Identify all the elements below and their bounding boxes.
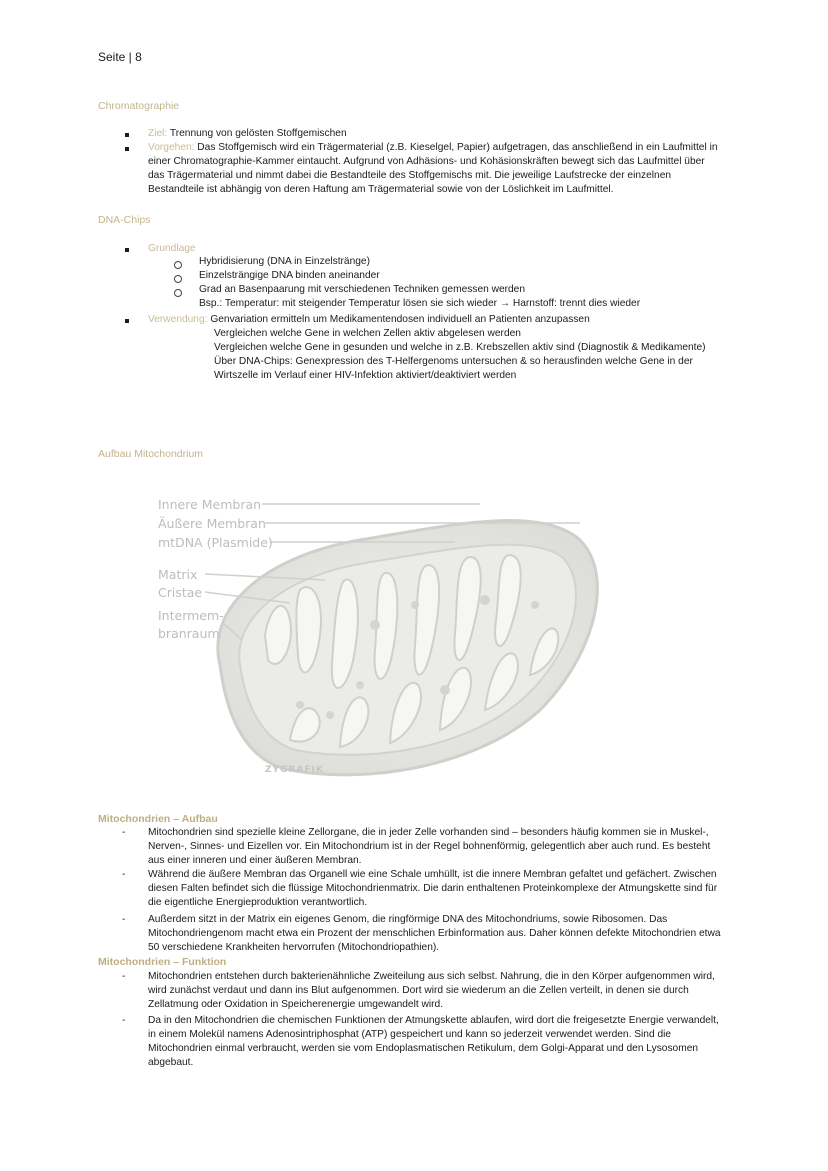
aufbau-1-line-3: aus einer inneren und einer äußeren Membran. [148,855,362,866]
aufbau-3-line-1: Außerdem sitzt in der Matrix ein eigenes Genom, die ringförmige DNA des Mitochondriums, sowie Ribosomen. Das [148,914,668,925]
aufbau-2-line-2: diesen Falten befindet sich die flüssige Mitochondrienmatrix. Die darin enthaltenen Proteinkomplexe der Atmungskette sind für [148,883,718,894]
vorgehen-line-2: einer Chromatographie-Kammer eintaucht. Aufgrund von Adhäsions- und Kohäsionskräften bewegt sich das Laufmittel über [148,156,705,167]
dash-bullet: - [122,827,126,838]
ziel-item [148,127,347,141]
verwendung-line-5: Wirtszelle im Verlauf einer HIV-Infektion aktiviert/deaktiviert werden [214,370,517,381]
bullet-circle [174,261,182,269]
dash-bullet: - [122,1015,126,1026]
verwendung-line-4: Über DNA-Chips: Genexpression des T-Helfergenoms untersuchen & so herausfinden welche Gene in der [214,356,693,367]
bullet-circle [174,275,182,283]
verwendung-line-3: Vergleichen welche Gene in gesunden und welche in z.B. Krebszellen aktiv sind (Diagnostik & Medikamente) [214,342,706,353]
verwendung-line-1: Verwendung: Genvariation ermitteln um Medikamentendosen individuell an Patienten anzupassen [148,314,590,325]
aufbau-2-line-1: Während die äußere Membran das Organell wie eine Schale umhüllt, ist die innere Membran gefaltet und gefächert. Zwischen [148,869,717,880]
funktion-1-line-1: Mitochondrien entstehen durch bakterienähnliche Zweiteilung aus sich selbst. Nahrung, die in den Körper aufgenommen wird, [148,971,715,982]
bullet-square [125,147,129,151]
label-matrix: Matrix [158,567,198,582]
ziel-text: Trennung von gelösten Stoffgemischen [169,128,347,139]
funktion-2-line-2: in einem Molekül namens Adenosintriphosphat (ATP) gespeichert und kann so jederzeit verwendet werden. Sind die [148,1029,672,1040]
heading-aufbau-mitochondrium: Aufbau Mitochondrium [98,448,204,460]
heading-dna-chips: DNA-Chips [98,214,151,226]
label-intermembranraum-2: branraum [158,626,220,641]
watermark-logo: ZYGRAFIK [265,765,324,775]
grundlage-label: Grundlage [148,243,196,254]
grundlage-example: Bsp.: Temperatur: mit steigender Temperatur lösen sie sich wieder → Harnstoff: trennt dies wieder [199,298,641,309]
label-aeussere-membran: Äußere Membran [158,516,266,531]
funktion-2-line-3: Mitochondrien einmal verbraucht, werden sie vom Endoplasmatischen Retikulum, dem Golgi-Apparat und den Lysosomen [148,1043,699,1054]
aufbau-1-line-1: Mitochondrien sind spezielle kleine Zellorgane, die in jeder Zelle vorhanden sind – besonders häufig kommen sie in Muskel-, [148,827,709,838]
dash-bullet: - [122,869,126,880]
dash-bullet: - [122,971,126,982]
grundlage-sub-3: Grad an Basenpaarung mit verschiedenen Techniken gemessen werden [199,284,526,295]
bullet-square [125,133,129,137]
label-innere-membran: Innere Membran [158,497,262,512]
label-mtdna: mtDNA (Plasmide) [158,535,273,550]
funktion-1-line-3: Zellatmung oder Oxidation in Speicherenergie umgewandelt wird. [148,999,444,1010]
funktion-2-line-1: Da in den Mitochondrien die chemischen Funktionen der Atmungskette ablaufen, wird dort die freigesetzte Energie verwandelt, [148,1015,719,1026]
grundlage-sub-1: Hybridisierung (DNA in Einzelstränge) [199,256,370,267]
vorgehen-line-1: Vorgehen: Das Stoffgemisch wird ein Trägermaterial (z.B. Kieselgel, Papier) aufgetragen, das anschließend in ein Laufmittel in [148,142,718,153]
ziel-label: Ziel: [148,128,168,139]
vorgehen-label: Vorgehen: [148,142,195,153]
bullet-circle [174,289,182,297]
heading-chromatographie: Chromatographie [98,100,180,112]
dash-bullet: - [122,914,126,925]
bullet-square [125,248,129,252]
label-intermembranraum-1: Intermem- [158,608,224,623]
grundlage-sub-2: Einzelsträngige DNA binden aneinander [199,270,380,281]
vorgehen-line-3: das Trägermaterial und nimmt dabei die Bestandteile des Stoffgemischs mit. Die jeweilige Laufstrecke der einzelnen [148,170,672,181]
vorgehen-line-4: Bestandteile ist abhängig von deren Haftung am Trägermaterial sowie von der Löslichkeit im Laufmittel. [148,184,614,195]
bullet-square [125,319,129,323]
aufbau-2-line-3: die eigentliche Energieproduktion verantwortlich. [148,897,368,908]
mitochondrium-diagram [150,485,620,790]
page-number: Seite | 8 [98,50,142,64]
funktion-2-line-4: abgebaut. [148,1057,194,1068]
funktion-1-line-2: wird zunächst verdaut und dann ins Blut aufgenommen. Dort wird sie wiederum an die Zellen verteilt, in denen sie durch [148,985,689,996]
label-cristae: Cristae [158,585,203,600]
aufbau-1-line-2: Nerven-, Sinnes- und Eizellen vor. Ein Mitochondrium ist in der Regel bohnenförmig, gelegentlich aber auch rund. Es besteht [148,841,711,852]
verwendung-label: Verwendung: [148,314,208,325]
heading-mito-aufbau: Mitochondrien – Aufbau [98,813,218,825]
verwendung-line-2: Vergleichen welche Gene in welchen Zellen aktiv abgelesen werden [214,328,521,339]
aufbau-3-line-2: Mitochondriengenom macht etwa ein Prozent der menschlichen Erbinformation aus. Daher können defekte Mitochondrien etwa [148,928,721,939]
aufbau-3-line-3: 50 verschiedene Krankheiten hervorrufen (Mitochondriopathien). [148,942,440,953]
heading-mito-funktion: Mitochondrien – Funktion [98,956,227,968]
